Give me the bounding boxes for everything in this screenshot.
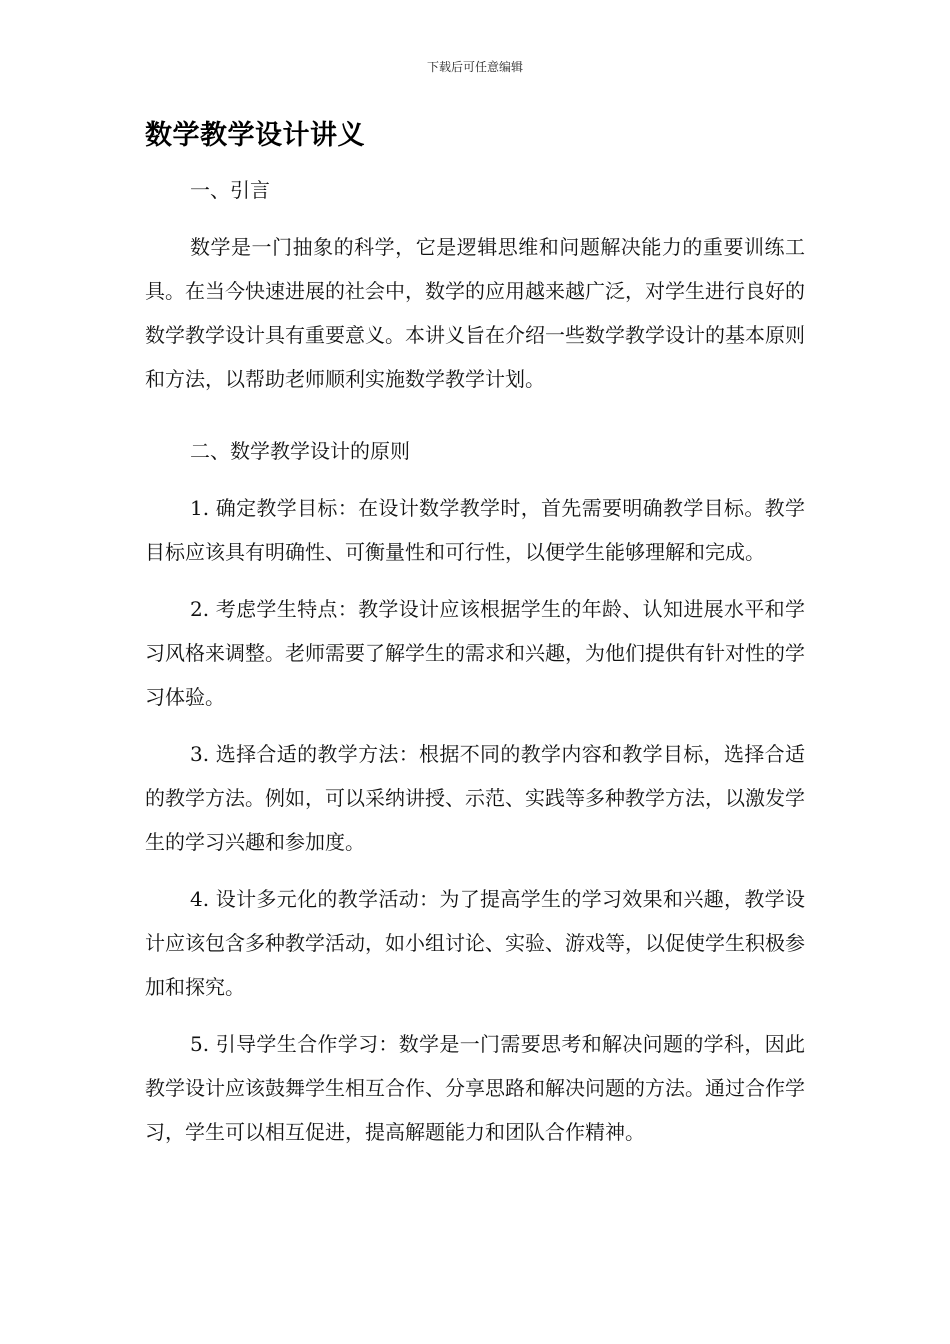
section-heading-introduction: 一、引言 <box>190 178 270 202</box>
principle-item: 2. 考虑学生特点：教学设计应该根据学生的年龄、认知进展水平和学习风格来调整。老师需要了解学生的需求和兴趣，为他们提供有针对性的学习体验。 <box>145 597 805 709</box>
intro-paragraph: 数学是一门抽象的科学，它是逻辑思维和问题解决能力的重要训练工具。在当今快速进展的社会中，数学的应用越来越广泛，对学生进行良好的数学教学设计具有重要意义。本讲义旨在介绍一些数学教学设计的基本原则和方法，以帮助老师顺利实施数学教学计划。 <box>145 235 805 391</box>
section-heading-principles: 二、数学教学设计的原则 <box>190 439 410 463</box>
document-body <box>145 168 805 1167</box>
principle-item: 4. 设计多元化的教学活动：为了提高学生的学习效果和兴趣，教学设计应该包含多种教学活动，如小组讨论、实验、游戏等，以促使学生积极参加和探究。 <box>145 887 805 999</box>
principle-item: 5. 引导学生合作学习：数学是一门需要思考和解决问题的学科，因此教学设计应该鼓舞学生相互合作、分享思路和解决问题的方法。通过合作学习，学生可以相互促进，提高解题能力和团队合作精神。 <box>145 1032 805 1144</box>
header-note: 下载后可任意编辑 <box>426 60 523 74</box>
principle-item: 3. 选择合适的教学方法：根据不同的教学内容和教学目标，选择合适的教学方法。例如，可以采纳讲授、示范、实践等多种教学方法，以激发学生的学习兴趣和参加度。 <box>145 742 805 854</box>
principle-item: 1. 确定教学目标：在设计数学教学时，首先需要明确教学目标。教学目标应该具有明确性、可衡量性和可行性，以便学生能够理解和完成。 <box>145 496 805 564</box>
document-title: 数学教学设计讲义 <box>145 120 365 151</box>
